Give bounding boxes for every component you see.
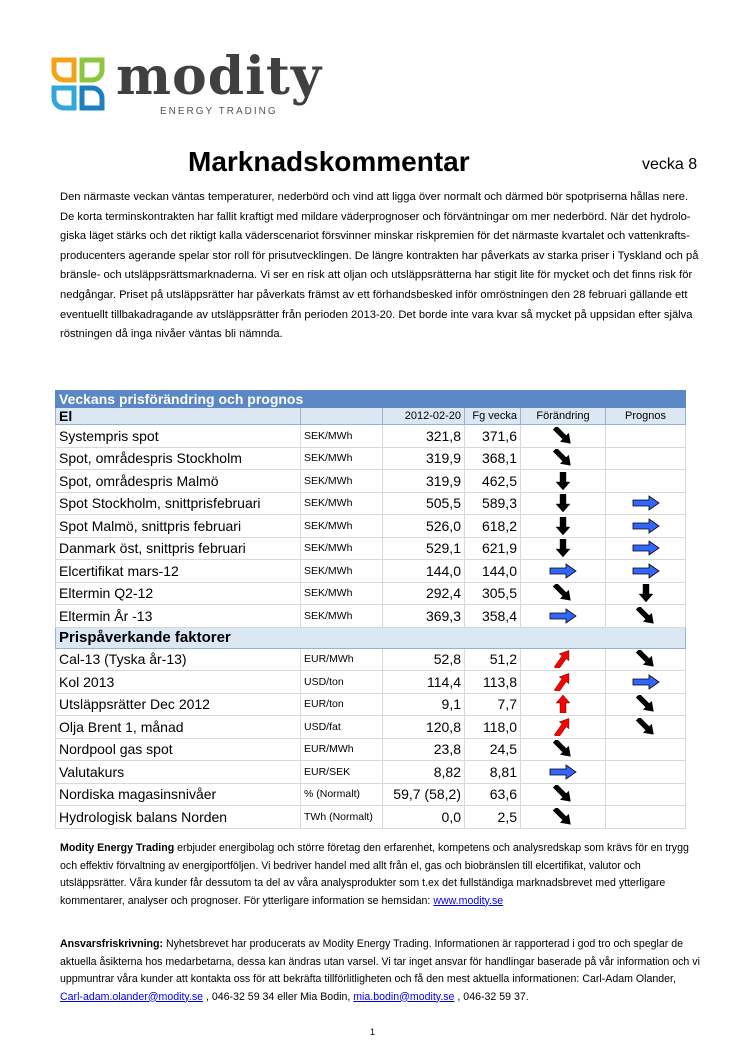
table-row — [56, 761, 686, 784]
arrow-down-right-icon — [548, 584, 578, 602]
col-forecast-header: Prognos — [606, 408, 686, 425]
row-current-value: 9,1 — [383, 693, 465, 716]
row-previous-value: 113,8 — [465, 671, 521, 694]
row-current-value: 114,4 — [383, 671, 465, 694]
row-name: Eltermin Q2-12 — [56, 582, 301, 605]
row-current-value: 8,82 — [383, 761, 465, 784]
arrow-up-icon — [548, 695, 578, 713]
row-current-value: 120,8 — [383, 716, 465, 739]
row-name: Valutakurs — [56, 761, 301, 784]
row-previous-value: 368,1 — [465, 447, 521, 470]
arrow-down-right-icon — [631, 695, 661, 713]
col-prev-header: Fg vecka — [465, 408, 521, 425]
row-previous-value: 51,2 — [465, 648, 521, 671]
row-change-arrow — [521, 515, 606, 538]
row-current-value: 369,3 — [383, 605, 465, 628]
table-row — [56, 560, 686, 583]
row-previous-value: 305,5 — [465, 582, 521, 605]
row-name: Danmark öst, snittpris februari — [56, 537, 301, 560]
arrow-right-icon — [631, 673, 661, 691]
row-name: Eltermin År -13 — [56, 605, 301, 628]
table-row — [56, 605, 686, 628]
arrow-right-icon — [631, 517, 661, 535]
row-change-arrow — [521, 693, 606, 716]
table-row — [56, 783, 686, 806]
row-forecast-arrow — [606, 582, 686, 605]
row-unit: SEK/MWh — [301, 560, 383, 583]
email-link-olander[interactable]: Carl-adam.olander@modity.se — [60, 990, 204, 1003]
row-current-value: 319,9 — [383, 470, 465, 493]
row-forecast-arrow — [606, 447, 686, 470]
row-previous-value: 118,0 — [465, 716, 521, 739]
arrow-up-right-icon — [548, 650, 578, 668]
row-current-value: 59,7 (58,2) — [383, 783, 465, 806]
row-forecast-arrow — [606, 716, 686, 739]
row-unit: SEK/MWh — [301, 447, 383, 470]
row-unit: SEK/MWh — [301, 515, 383, 538]
row-current-value: 52,8 — [383, 648, 465, 671]
row-unit: EUR/MWh — [301, 648, 383, 671]
row-unit: TWh (Normalt) — [301, 806, 383, 829]
row-name: Hydrologisk balans Norden — [56, 806, 301, 829]
row-forecast-arrow — [606, 560, 686, 583]
week-label: vecka 8 — [642, 156, 698, 173]
arrow-right-icon — [631, 494, 661, 512]
table-row — [56, 492, 686, 515]
arrow-right-icon — [548, 562, 578, 580]
arrow-down-right-icon — [631, 607, 661, 625]
row-name: Kol 2013 — [56, 671, 301, 694]
brand-name: modity — [116, 46, 323, 107]
arrow-down-right-icon — [631, 650, 661, 668]
table-heading-row — [56, 391, 686, 408]
table-row — [56, 671, 686, 694]
arrow-down-right-icon — [631, 718, 661, 736]
arrow-down-icon — [548, 517, 578, 535]
row-forecast-arrow — [606, 537, 686, 560]
table-row — [56, 515, 686, 538]
disclaimer-text: Nyhetsbrevet har producerats av Modity Energy Trading. Informationen är rapporterad i god tro och speglar de aktuella åsikterna hos medarbetarna, dessa kan ändras utan varsel. Vi tar inget ansvar för handlingar baserade på vår information och vi uppmuntrar våra kunder att kontakta oss för att bekräfta tillförlitligheten och få den mest aktuella informationen: Carl-Adam Olander, — [60, 938, 700, 985]
row-name: Spot Malmö, snittpris februari — [56, 515, 301, 538]
row-forecast-arrow — [606, 693, 686, 716]
about-paragraph — [60, 840, 700, 910]
row-change-arrow — [521, 537, 606, 560]
arrow-right-icon — [631, 562, 661, 580]
table-row — [56, 716, 686, 739]
row-previous-value: 24,5 — [465, 738, 521, 761]
row-previous-value: 621,9 — [465, 537, 521, 560]
row-forecast-arrow — [606, 806, 686, 829]
disclaimer-mid: , 046-32 59 34 eller Mia Bodin, — [203, 990, 354, 1003]
table-row — [56, 425, 686, 448]
row-previous-value: 589,3 — [465, 492, 521, 515]
table-row — [56, 738, 686, 761]
row-previous-value: 8,81 — [465, 761, 521, 784]
row-name: Elcertifikat mars-12 — [56, 560, 301, 583]
arrow-down-icon — [548, 472, 578, 490]
arrow-down-icon — [548, 539, 578, 557]
row-unit: SEK/MWh — [301, 582, 383, 605]
row-unit: EUR/SEK — [301, 761, 383, 784]
col-change-header: Förändring — [521, 408, 606, 425]
row-change-arrow — [521, 425, 606, 448]
page-title: Marknadskommentar — [188, 146, 470, 177]
row-unit: SEK/MWh — [301, 605, 383, 628]
row-unit: SEK/MWh — [301, 537, 383, 560]
section-factors-row — [56, 627, 686, 648]
table-column-header-row — [56, 408, 686, 425]
arrow-right-icon — [631, 539, 661, 557]
table-row — [56, 447, 686, 470]
email-link-bodin[interactable]: mia.bodin@modity.se — [353, 990, 455, 1003]
row-unit: USD/ton — [301, 671, 383, 694]
row-forecast-arrow — [606, 492, 686, 515]
row-unit: % (Normalt) — [301, 783, 383, 806]
disclaimer-end: , 046-32 59 37. — [454, 990, 529, 1003]
row-change-arrow — [521, 648, 606, 671]
arrow-right-icon — [548, 607, 578, 625]
table-row — [56, 648, 686, 671]
row-current-value: 144,0 — [383, 560, 465, 583]
row-name: Utsläppsrätter Dec 2012 — [56, 693, 301, 716]
about-lead: Modity Energy Trading — [60, 842, 175, 854]
row-name: Olja Brent 1, månad — [56, 716, 301, 739]
arrow-down-right-icon — [548, 427, 578, 445]
row-current-value: 319,9 — [383, 447, 465, 470]
row-forecast-arrow — [606, 761, 686, 784]
row-unit: SEK/MWh — [301, 470, 383, 493]
row-previous-value: 371,6 — [465, 425, 521, 448]
arrow-down-icon — [548, 494, 578, 512]
row-forecast-arrow — [606, 425, 686, 448]
row-change-arrow — [521, 671, 606, 694]
row-forecast-arrow — [606, 648, 686, 671]
row-current-value: 505,5 — [383, 492, 465, 515]
row-change-arrow — [521, 783, 606, 806]
row-unit: USD/fat — [301, 716, 383, 739]
row-name: Systempris spot — [56, 425, 301, 448]
row-name: Spot, områdespris Stockholm — [56, 447, 301, 470]
row-previous-value: 618,2 — [465, 515, 521, 538]
arrow-down-right-icon — [548, 740, 578, 758]
row-change-arrow — [521, 761, 606, 784]
logo-mark-icon — [50, 56, 106, 112]
table-row — [56, 470, 686, 493]
row-previous-value: 2,5 — [465, 806, 521, 829]
intro-paragraph: Den närmaste veckan väntas temperaturer, nederbörd och vind att ligga över normalt och därmed bör spotpriserna hållas nere. De korta terminskontrakten har fallit kraftigt med mildare väderprognoser och förväntningar om mer nederbörd. När det hydrolo-giska läget stärks och det riktigt kalla väderscenariot försvinner minskar riskpremien för det närmaste kvartalet och vattenkrafts-producenters agerande spelar stor roll för prisutvecklingen. De längre kontrakten har påverkats av starka priser i Tyskland och på bränsle- och utsläppsrättsmarknaderna. Vi ser en risk att oljan och utsläppsrätterna har stigit lite för mycket och det finns risk för nedgångar. Priset på utsläppsrätter har påverkats främst av ett förhandsbesked inför omröstningen den 28 februari gällande ett eventuellt tillbakadragande av utsläppsrätter från perioden 2013-20. Det borde inte vara kvar så mycket på uppsidan efter själva röstningen då inga nivåer väntas bli nämnda. — [60, 191, 699, 341]
row-name: Spot, områdespris Malmö — [56, 470, 301, 493]
row-previous-value: 63,6 — [465, 783, 521, 806]
row-name: Nordiska magasinsnivåer — [56, 783, 301, 806]
table-row — [56, 582, 686, 605]
row-current-value: 292,4 — [383, 582, 465, 605]
row-forecast-arrow — [606, 515, 686, 538]
table-heading: Veckans prisförändring och prognos — [56, 391, 686, 408]
unit-header — [301, 408, 383, 425]
arrow-down-icon — [631, 584, 661, 602]
row-current-value: 23,8 — [383, 738, 465, 761]
brand-logo — [50, 46, 323, 122]
arrow-down-right-icon — [548, 785, 578, 803]
row-current-value: 526,0 — [383, 515, 465, 538]
row-previous-value: 7,7 — [465, 693, 521, 716]
website-link[interactable]: www.modity.se — [433, 894, 504, 907]
row-forecast-arrow — [606, 671, 686, 694]
price-table — [55, 390, 685, 829]
row-forecast-arrow — [606, 738, 686, 761]
row-previous-value: 144,0 — [465, 560, 521, 583]
row-forecast-arrow — [606, 783, 686, 806]
row-change-arrow — [521, 738, 606, 761]
row-name: Spot Stockholm, snittprisfebruari — [56, 492, 301, 515]
disclaimer-paragraph — [60, 936, 700, 1006]
table-row — [56, 693, 686, 716]
row-change-arrow — [521, 447, 606, 470]
page-number: 1 — [370, 1027, 376, 1037]
row-current-value: 321,8 — [383, 425, 465, 448]
col-date-header: 2012-02-20 — [383, 408, 465, 425]
about-text: erbjuder energibolag och större företag den erfarenhet, kompetens och analysredskap som krävs för en trygg och effektiv förvaltning av energiportföljen. Vi bedriver handel med allt från el, gas och biobränslen till elcertifikat, valutor och utsläppsrätter. Våra kunder får dessutom ta del av våra analysprodukter som t.ex det fullständiga marknadsbrevet med ytterligare kommentarer, analyser och prognoser. För ytterligare information se hemsidan: — [60, 842, 689, 907]
row-unit: SEK/MWh — [301, 425, 383, 448]
row-unit: EUR/MWh — [301, 738, 383, 761]
row-change-arrow — [521, 605, 606, 628]
disclaimer-lead: Ansvarsfriskrivning: — [60, 938, 164, 950]
row-change-arrow — [521, 560, 606, 583]
brand-tagline: ENERGY TRADING — [160, 106, 278, 117]
row-forecast-arrow — [606, 605, 686, 628]
row-name: Cal-13 (Tyska år-13) — [56, 648, 301, 671]
section-factors-label: Prispåverkande faktorer — [56, 627, 686, 648]
row-change-arrow — [521, 806, 606, 829]
row-previous-value: 358,4 — [465, 605, 521, 628]
arrow-right-icon — [548, 763, 578, 781]
row-unit: EUR/ton — [301, 693, 383, 716]
row-current-value: 529,1 — [383, 537, 465, 560]
row-name: Nordpool gas spot — [56, 738, 301, 761]
row-current-value: 0,0 — [383, 806, 465, 829]
row-change-arrow — [521, 492, 606, 515]
row-forecast-arrow — [606, 470, 686, 493]
arrow-down-right-icon — [548, 449, 578, 467]
row-unit: SEK/MWh — [301, 492, 383, 515]
table-row — [56, 537, 686, 560]
arrow-up-right-icon — [548, 673, 578, 691]
row-change-arrow — [521, 470, 606, 493]
section-el-label: El — [56, 408, 301, 425]
arrow-up-right-icon — [548, 718, 578, 736]
row-change-arrow — [521, 716, 606, 739]
row-change-arrow — [521, 582, 606, 605]
arrow-down-right-icon — [548, 808, 578, 826]
table-row — [56, 806, 686, 829]
row-previous-value: 462,5 — [465, 470, 521, 493]
